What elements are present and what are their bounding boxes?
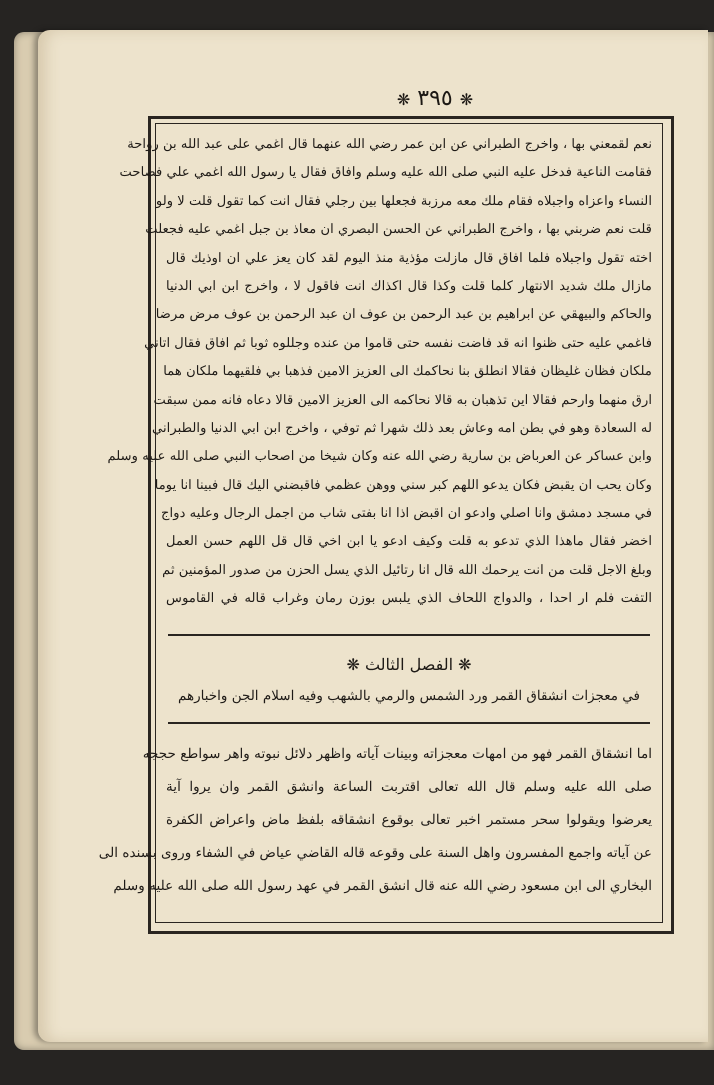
text-line: اما انشقاق القمر فهو من امهات معجزاته وبينات آياته واظهر دلائل نبوته واهر سواطع حججه <box>142 746 652 762</box>
ornament-icon: ❋ <box>396 90 411 109</box>
text-line: له السعادة وهو في بطن امه وعاش بعد ذلك شهرا ثم توفي ، واخرج ابن ابي الدنيا والطبراني <box>152 420 652 436</box>
text-line: نعم لقمعني بها ، واخرج الطبراني عن ابن عمر رضي الله عنهما قال اغمي على عبد الله بن رواحة <box>127 137 652 152</box>
text-line: التفت فلم ار احدا ، والدواج اللحاف الذي يلبس بوزن رمان وغراب قاله في القاموس <box>166 591 652 607</box>
text-line: في مسجد دمشق وانا اصلي وادعو ان اقبض اذا انا بفتى شاب من اجمل الرجال وعليه دواج <box>161 506 652 522</box>
text-line: فقامت الناعية فدخل عليه النبي صلى الله عليه وسلم وافاق فقال يا رسول الله اغمي علي فصاحت <box>119 165 652 181</box>
ornament-icon: ❋ <box>346 655 360 674</box>
section-heading <box>166 655 652 674</box>
text-line: عن آياته واجمع المفسرون واهل السنة على وقوعه قاله القاضي عياض في الشفاء وروى بسنده الى <box>98 845 652 861</box>
page-number-value: ٣٩٥ <box>417 86 453 111</box>
text-line: قلت نعم ضربني بها ، واخرج الطبراني عن الحسن البصري ان معاذ بن جبل اغمي عليه فجعلت <box>145 222 652 238</box>
text-line: وابن عساكر عن العرباض بن سارية رضي الله عنه وكان شيخا من اصحاب النبي صلى الله عليه وسلم <box>107 449 652 465</box>
text-line: وكان يحب ان يقبض فكان يدعو اللهم كبر سني ووهن عظمي فاقبضني اليك قال فبينا انا يوما <box>154 477 652 493</box>
main-text-block <box>107 131 652 614</box>
section-title: الفصل الثالث <box>364 655 454 674</box>
text-line: ملكان فظان غليظان فقالا انطلق بنا نحاكمك الى العزيز الامين فذهبا بي فلقيهما ملكان هما <box>163 364 652 380</box>
ornament-icon: ❋ <box>459 90 474 109</box>
page-number <box>380 86 490 111</box>
section-subtitle: في معجزات انشقاق القمر ورد الشمس والرمي بالشهب وفيه اسلام الجن واخبارهم <box>177 688 641 704</box>
text-line: صلى الله عليه وسلم قال الله تعالى اقتربت الساعة وانشق القمر وان يروا آية <box>166 779 652 795</box>
text-line: ارق منهما وارحم فقالا اين تذهبان به قالا نحاكمه الى العزيز الامين قالا دعاه فانه ممن سبقت <box>153 392 652 408</box>
text-line: مازال ملك شديد الانتهار كلما قلت وكذا قال اكذاك انت فاقول لا ، واخرج ابن ابي الدنيا <box>166 278 652 294</box>
text-line: البخاري الى ابن مسعود رضي الله عنه قال انشق القمر في عهد رسول الله صلى الله عليه وسلم <box>113 878 652 894</box>
section-text-block <box>98 738 652 903</box>
text-line: اخته تقول واجبلاه فلما افاق قال مازلت مؤذية منذ اليوم لقد كان يعز علي ان اوذيك قال <box>166 250 652 266</box>
ornament-icon: ❋ <box>458 655 472 674</box>
text-line: والحاكم والبيهقي عن ابراهيم بن عبد الرحمن بن عوف ان عبد الرحمن بن عوف مرض مرضا <box>155 307 652 323</box>
section-divider-top <box>168 634 650 636</box>
text-line: النساء واعزاه واجبلاه فقام ملك معه مرزبة فجعلها بين رجلي فقال انت كما تقول قلت لا ولو <box>155 193 652 209</box>
section-divider-bottom <box>168 722 650 724</box>
text-line: يعرضوا ويقولوا سحر مستمر اخبر تعالى بوقوع انشقاقه بلفظ ماض واعراض الكفرة <box>166 812 652 828</box>
text-line: فاغمي عليه حتى ظنوا انه قد فاضت نفسه حتى قاموا من عنده وجللوه ثوبا ثم افاق فقال اتاني <box>144 335 652 351</box>
text-line: وبلغ الاجل قلت من انت يرحمك الله قال انا رتائيل الذي يسل الحزن من صدور المؤمنين ثم <box>162 562 652 578</box>
text-line: اخضر فقال ماهذا الذي تدعو به قلت وكيف ادعو يا ابن اخي قال قل اللهم حسن العمل <box>166 534 652 550</box>
